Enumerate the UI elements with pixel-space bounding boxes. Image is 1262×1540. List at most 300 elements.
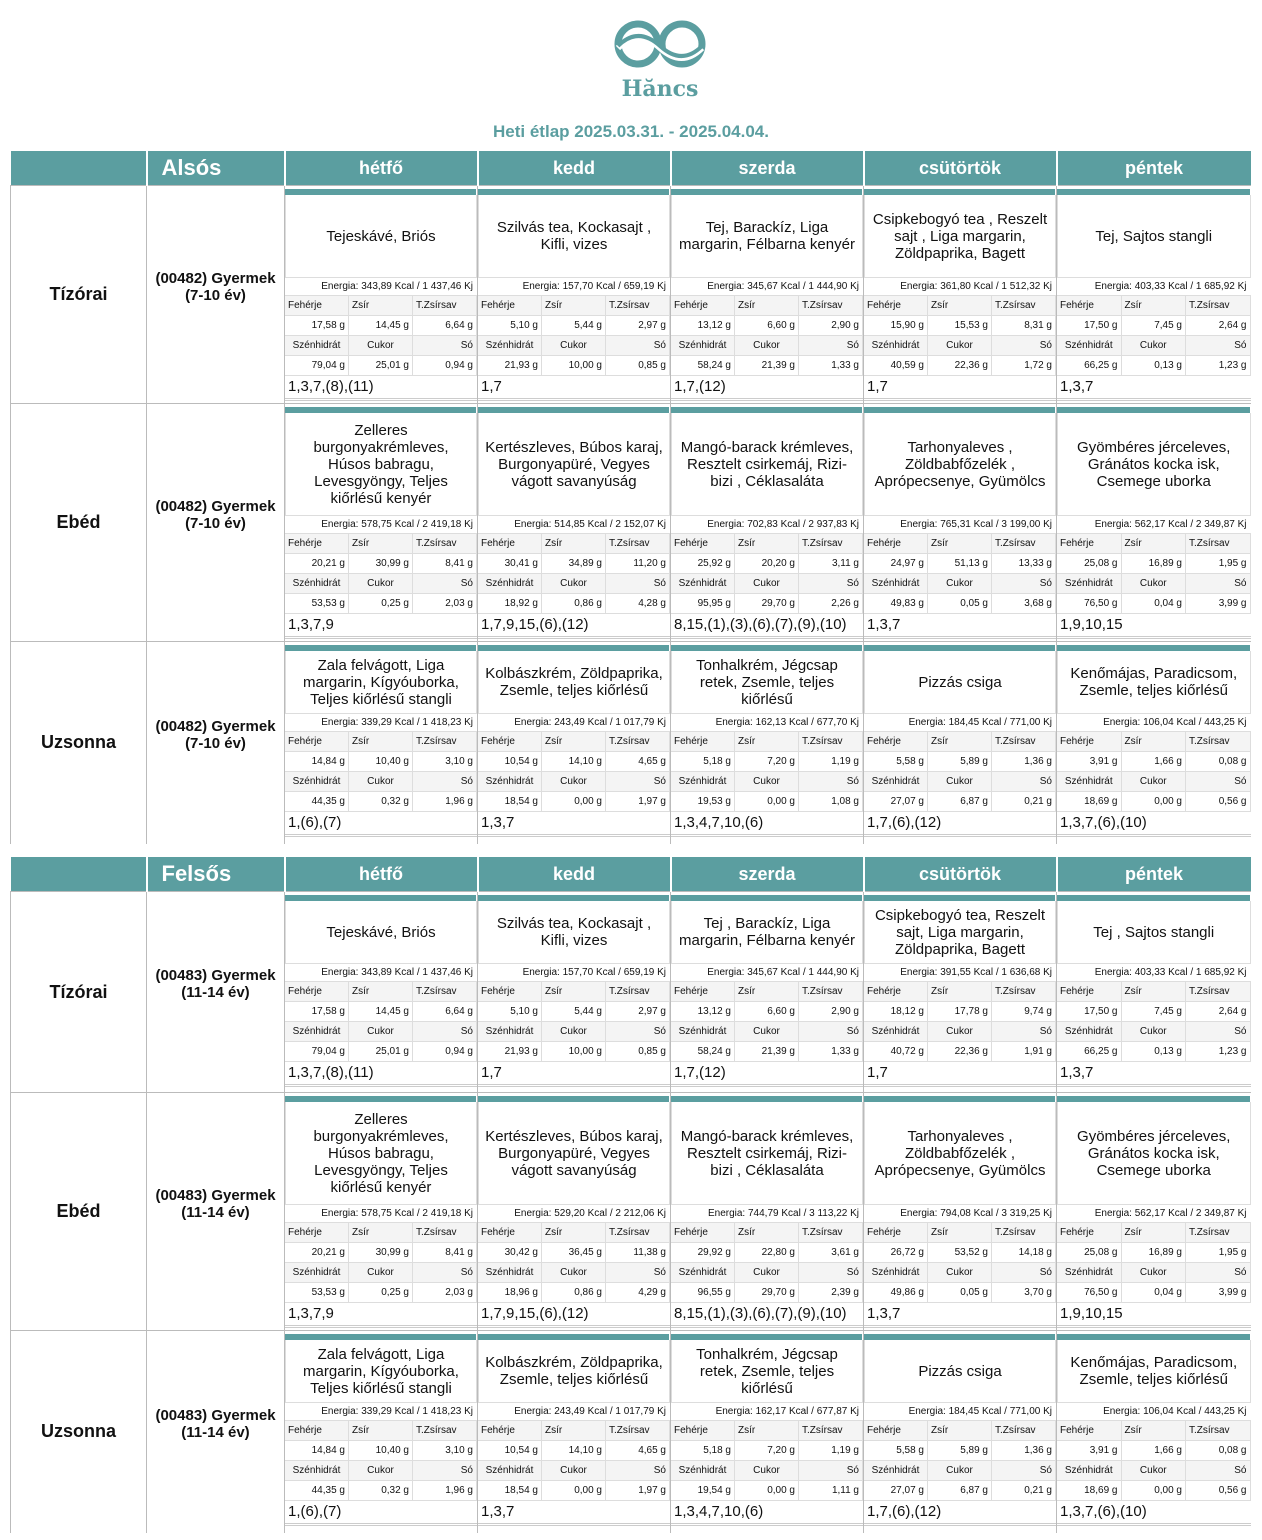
salt-label: Só (992, 574, 1056, 594)
dish-name: Gyömbéres jérceleves, Gránátos kocka isk, Csemege uborka (1057, 1102, 1251, 1205)
carb-value: 18,69 g (1057, 1481, 1122, 1501)
satfat-label: T.Zsírsav (992, 296, 1056, 316)
day-header: péntek (1057, 857, 1251, 892)
satfat-label: T.Zsírsav (413, 1223, 477, 1243)
carb-value: 79,04 g (285, 356, 349, 376)
day-card (285, 892, 477, 1087)
sugar-label: Cukor (542, 1263, 606, 1283)
fat-value: 7,45 g (1122, 1002, 1187, 1022)
satfat-label: T.Zsírsav (606, 534, 670, 554)
dish-name: Szilvás tea, Kockasajt , Kifli, vizes (478, 901, 670, 964)
energy-value: Energia: 578,75 Kcal / 2 419,18 Kj (285, 1205, 477, 1223)
day-card (671, 404, 863, 639)
protein-label: Fehérje (478, 534, 542, 554)
satfat-label: T.Zsírsav (413, 534, 477, 554)
dish-name: Zelleres burgonyakrémleves, Húsos babragu, Levesgyöngy, Teljes kiőrlésű kenyér (285, 1102, 477, 1205)
allergen-codes: 1,7 (478, 1062, 670, 1087)
fat-label: Zsír (349, 982, 413, 1002)
age-group (147, 642, 285, 844)
salt-label: Só (1186, 574, 1251, 594)
salt-label: Só (606, 1022, 670, 1042)
energy-value: Energia: 184,45 Kcal / 771,00 Kj (864, 714, 1056, 732)
day-card (864, 1093, 1056, 1328)
salt-label: Só (1186, 1263, 1251, 1283)
energy-value: Energia: 162,13 Kcal / 677,70 Kj (671, 714, 863, 732)
allergen-codes: 1,7,9,15,(6),(12) (478, 614, 670, 639)
carb-label: Szénhidrát (1057, 1263, 1122, 1283)
dish-name: Mangó-barack krémleves, Resztelt csirkemáj, Rizi-bizi , Céklasaláta (671, 1102, 863, 1205)
protein-value: 3,91 g (1057, 1441, 1122, 1461)
age-group-text (147, 718, 284, 752)
carb-label: Szénhidrát (671, 1461, 735, 1481)
dish-name: Kertészleves, Búbos karaj, Burgonyapüré, Vegyes vágott savanyúság (478, 1102, 670, 1205)
carb-value: 40,59 g (864, 356, 928, 376)
day-card (864, 642, 1056, 837)
header-row (11, 151, 1251, 186)
fat-value: 7,45 g (1122, 316, 1187, 336)
fat-label: Zsír (1122, 534, 1187, 554)
dish-name: Tarhonyaleves , Zöldbabfőzelék , Aprópecsenye, Gyümölcs (864, 413, 1056, 516)
sugar-value: 25,01 g (349, 356, 413, 376)
salt-value: 1,11 g (799, 1481, 863, 1501)
fat-label: Zsír (735, 982, 799, 1002)
dish-name: Pizzás csiga (864, 651, 1056, 714)
energy-value: Energia: 345,67 Kcal / 1 444,90 Kj (671, 278, 863, 296)
age-group (147, 186, 285, 404)
dish-name: Szilvás tea, Kockasajt , Kifli, vizes (478, 195, 670, 278)
nutrition-grid (478, 296, 670, 376)
day-cell (671, 186, 864, 404)
day-cell (671, 404, 864, 642)
sugar-value: 0,04 g (1122, 594, 1187, 614)
fat-label: Zsír (542, 982, 606, 1002)
energy-value: Energia: 339,29 Kcal / 1 418,23 Kj (285, 714, 477, 732)
carb-label: Szénhidrát (864, 574, 928, 594)
sugar-value: 0,05 g (928, 594, 992, 614)
protein-label: Fehérje (285, 982, 349, 1002)
dish-name: Kolbászkrém, Zöldpaprika, Zsemle, teljes kiőrlésű (478, 651, 670, 714)
carb-label: Szénhidrát (478, 772, 542, 792)
day-cell (285, 1331, 478, 1533)
carb-label: Szénhidrát (1057, 1022, 1122, 1042)
salt-value: 4,29 g (606, 1283, 670, 1303)
salt-value: 0,21 g (992, 1481, 1056, 1501)
sugar-label: Cukor (735, 574, 799, 594)
day-cell (285, 186, 478, 404)
day-cell (1057, 1093, 1251, 1331)
carb-label: Szénhidrát (1057, 772, 1122, 792)
carb-label: Szénhidrát (864, 772, 928, 792)
protein-label: Fehérje (1057, 1223, 1122, 1243)
energy-value: Energia: 243,49 Kcal / 1 017,79 Kj (478, 1403, 670, 1421)
fat-label: Zsír (542, 732, 606, 752)
satfat-label: T.Zsírsav (799, 732, 863, 752)
fat-value: 20,20 g (735, 554, 799, 574)
satfat-value: 13,33 g (992, 554, 1056, 574)
salt-value: 0,94 g (413, 1042, 477, 1062)
sugar-label: Cukor (1122, 336, 1187, 356)
protein-label: Fehérje (671, 732, 735, 752)
protein-label: Fehérje (671, 1223, 735, 1243)
meal-row (11, 1331, 1251, 1533)
satfat-value: 8,31 g (992, 316, 1056, 336)
day-card (478, 1331, 670, 1526)
protein-value: 13,12 g (671, 1002, 735, 1022)
sugar-label: Cukor (735, 1022, 799, 1042)
sugar-label: Cukor (1122, 1461, 1187, 1481)
day-header: hétfő (285, 151, 478, 186)
fat-value: 30,99 g (349, 554, 413, 574)
allergen-codes: 1,3,7,(8),(11) (285, 1062, 477, 1087)
salt-label: Só (799, 1461, 863, 1481)
allergen-codes: 1,7,(12) (671, 376, 863, 401)
carb-label: Szénhidrát (285, 574, 349, 594)
carb-value: 53,53 g (285, 1283, 349, 1303)
fat-value: 6,60 g (735, 1002, 799, 1022)
carb-value: 76,50 g (1057, 1283, 1122, 1303)
salt-label: Só (606, 574, 670, 594)
age-group-range: (11-14 év) (181, 1423, 250, 1441)
allergen-codes: 1,7,9,15,(6),(12) (478, 1303, 670, 1328)
protein-value: 5,58 g (864, 752, 928, 772)
day-cell (1057, 404, 1251, 642)
salt-value: 1,97 g (606, 792, 670, 812)
energy-value: Energia: 744,79 Kcal / 3 113,22 Kj (671, 1205, 863, 1223)
day-cell (671, 642, 864, 844)
dish-name: Tej, Sajtos stangli (1057, 195, 1251, 278)
day-cell (864, 186, 1057, 404)
fat-label: Zsír (735, 1421, 799, 1441)
fat-value: 5,89 g (928, 1441, 992, 1461)
salt-value: 1,72 g (992, 356, 1056, 376)
fat-label: Zsír (349, 1421, 413, 1441)
age-group-code: (00482) Gyermek (155, 269, 276, 287)
sugar-value: 0,00 g (542, 792, 606, 812)
carb-label: Szénhidrát (1057, 574, 1122, 594)
day-card (671, 892, 863, 1087)
carb-value: 66,25 g (1057, 1042, 1122, 1062)
satfat-value: 1,36 g (992, 1441, 1056, 1461)
nutrition-grid (671, 1421, 863, 1501)
day-card (864, 892, 1056, 1087)
carb-label: Szénhidrát (1057, 336, 1122, 356)
salt-label: Só (413, 1263, 477, 1283)
sugar-value: 0,00 g (735, 1481, 799, 1501)
carb-label: Szénhidrát (671, 1022, 735, 1042)
carb-value: 19,54 g (671, 1481, 735, 1501)
sugar-value: 0,32 g (349, 1481, 413, 1501)
sugar-label: Cukor (1122, 574, 1187, 594)
nutrition-grid (671, 534, 863, 614)
menu-table-0 (10, 151, 1251, 844)
day-card (671, 642, 863, 837)
day-cell (671, 892, 864, 1093)
dish-name: Tejeskávé, Briós (285, 901, 477, 964)
satfat-value: 2,90 g (799, 316, 863, 336)
protein-value: 30,42 g (478, 1243, 542, 1263)
day-card (671, 186, 863, 401)
day-card (864, 404, 1056, 639)
sugar-label: Cukor (928, 1022, 992, 1042)
sugar-label: Cukor (542, 1461, 606, 1481)
dish-name: Kertészleves, Búbos karaj, Burgonyapüré, Vegyes vágott savanyúság (478, 413, 670, 516)
protein-label: Fehérje (1057, 534, 1122, 554)
sugar-label: Cukor (1122, 772, 1187, 792)
salt-label: Só (992, 1263, 1056, 1283)
age-group-text (147, 1187, 284, 1221)
satfat-value: 3,10 g (413, 752, 477, 772)
logo-wordmark: Hăncs (621, 76, 699, 102)
fat-label: Zsír (349, 732, 413, 752)
sugar-label: Cukor (735, 772, 799, 792)
salt-label: Só (799, 1263, 863, 1283)
allergen-codes: 1,3,7 (478, 1501, 670, 1526)
age-group-range: (11-14 év) (181, 1203, 250, 1221)
day-header: kedd (478, 151, 671, 186)
satfat-value: 0,08 g (1186, 1441, 1251, 1461)
energy-value: Energia: 343,89 Kcal / 1 437,46 Kj (285, 964, 477, 982)
protein-label: Fehérje (864, 1223, 928, 1243)
carb-label: Szénhidrát (671, 574, 735, 594)
dish-name: Gyömbéres jérceleves, Gránátos kocka isk, Csemege uborka (1057, 413, 1251, 516)
day-cell (1057, 642, 1251, 844)
protein-value: 13,12 g (671, 316, 735, 336)
fat-value: 53,52 g (928, 1243, 992, 1263)
fat-value: 16,89 g (1122, 554, 1187, 574)
day-card (1057, 1093, 1251, 1328)
carb-label: Szénhidrát (285, 1461, 349, 1481)
carb-value: 18,96 g (478, 1283, 542, 1303)
protein-value: 5,10 g (478, 316, 542, 336)
salt-label: Só (992, 336, 1056, 356)
day-cell (1057, 1331, 1251, 1533)
fat-value: 34,89 g (542, 554, 606, 574)
sugar-value: 0,25 g (349, 1283, 413, 1303)
day-card (671, 1093, 863, 1328)
protein-value: 25,08 g (1057, 1243, 1122, 1263)
sugar-label: Cukor (928, 336, 992, 356)
day-header: szerda (671, 151, 864, 186)
sugar-label: Cukor (1122, 1263, 1187, 1283)
sugar-label: Cukor (542, 574, 606, 594)
meal-row (11, 404, 1251, 642)
energy-value: Energia: 514,85 Kcal / 2 152,07 Kj (478, 516, 670, 534)
carb-label: Szénhidrát (864, 336, 928, 356)
fat-value: 51,13 g (928, 554, 992, 574)
protein-value: 17,50 g (1057, 316, 1122, 336)
allergen-codes: 1,(6),(7) (285, 812, 477, 837)
sugar-value: 0,00 g (735, 792, 799, 812)
carb-value: 58,24 g (671, 1042, 735, 1062)
carb-label: Szénhidrát (864, 1263, 928, 1283)
satfat-value: 2,64 g (1186, 316, 1251, 336)
satfat-value: 1,95 g (1186, 1243, 1251, 1263)
protein-value: 10,54 g (478, 1441, 542, 1461)
day-header: csütörtök (864, 857, 1057, 892)
sugar-value: 0,04 g (1122, 1283, 1187, 1303)
salt-label: Só (1186, 772, 1251, 792)
satfat-value: 0,08 g (1186, 752, 1251, 772)
day-cell (864, 404, 1057, 642)
dish-name: Csipkebogyó tea, Reszelt sajt, Liga margarin, Zöldpaprika, Bagett (864, 901, 1056, 964)
day-header: csütörtök (864, 151, 1057, 186)
carb-label: Szénhidrát (478, 1022, 542, 1042)
protein-value: 25,08 g (1057, 554, 1122, 574)
allergen-codes: 1,9,10,15 (1057, 614, 1251, 639)
sugar-label: Cukor (349, 1461, 413, 1481)
protein-label: Fehérje (1057, 1421, 1122, 1441)
protein-value: 18,12 g (864, 1002, 928, 1022)
fat-label: Zsír (349, 1223, 413, 1243)
dish-name: Kolbászkrém, Zöldpaprika, Zsemle, teljes kiőrlésű (478, 1340, 670, 1403)
fat-value: 5,44 g (542, 316, 606, 336)
protein-label: Fehérje (864, 982, 928, 1002)
meal-row (11, 1093, 1251, 1331)
menu-table-1 (10, 857, 1251, 1533)
salt-label: Só (992, 1022, 1056, 1042)
fat-label: Zsír (1122, 982, 1187, 1002)
salt-label: Só (1186, 1022, 1251, 1042)
protein-label: Fehérje (285, 732, 349, 752)
day-card (671, 1331, 863, 1526)
satfat-value: 2,97 g (606, 316, 670, 336)
fat-label: Zsír (735, 1223, 799, 1243)
salt-value: 0,85 g (606, 1042, 670, 1062)
carb-value: 27,07 g (864, 792, 928, 812)
allergen-codes: 8,15,(1),(3),(6),(7),(9),(10) (671, 1303, 863, 1328)
fat-value: 16,89 g (1122, 1243, 1187, 1263)
sugar-value: 22,36 g (928, 356, 992, 376)
sugar-label: Cukor (349, 772, 413, 792)
nutrition-grid (1057, 296, 1251, 376)
day-card (285, 186, 477, 401)
salt-value: 0,56 g (1186, 792, 1251, 812)
meal-name: Uzsonna (11, 1331, 147, 1533)
protein-label: Fehérje (285, 534, 349, 554)
nutrition-grid (478, 1421, 670, 1501)
nutrition-grid (478, 1223, 670, 1303)
meal-name: Tízórai (11, 892, 147, 1093)
day-cell (285, 404, 478, 642)
meal-name: Ebéd (11, 404, 147, 642)
fat-value: 14,10 g (542, 1441, 606, 1461)
fat-label: Zsír (928, 1421, 992, 1441)
fat-value: 30,99 g (349, 1243, 413, 1263)
dish-name: Tonhalkrém, Jégcsap retek, Zsemle, teljes kiőrlésű (671, 651, 863, 714)
carb-label: Szénhidrát (285, 1263, 349, 1283)
sugar-label: Cukor (735, 1461, 799, 1481)
nutrition-grid (671, 1223, 863, 1303)
energy-value: Energia: 794,08 Kcal / 3 319,25 Kj (864, 1205, 1056, 1223)
energy-value: Energia: 578,75 Kcal / 2 419,18 Kj (285, 516, 477, 534)
salt-label: Só (413, 1461, 477, 1481)
day-cell (478, 892, 671, 1093)
age-group-code: (00482) Gyermek (155, 717, 276, 735)
carb-label: Szénhidrát (671, 1263, 735, 1283)
sugar-value: 6,87 g (928, 1481, 992, 1501)
protein-label: Fehérje (864, 732, 928, 752)
meal-row (11, 642, 1251, 844)
fat-value: 17,78 g (928, 1002, 992, 1022)
carb-value: 49,86 g (864, 1283, 928, 1303)
satfat-value: 2,64 g (1186, 1002, 1251, 1022)
salt-value: 0,56 g (1186, 1481, 1251, 1501)
fat-label: Zsír (928, 534, 992, 554)
logo (610, 14, 710, 102)
age-group-code: (00483) Gyermek (155, 1186, 276, 1204)
energy-value: Energia: 162,17 Kcal / 677,87 Kj (671, 1403, 863, 1421)
fat-value: 15,53 g (928, 316, 992, 336)
dish-name: Tonhalkrém, Jégcsap retek, Zsemle, teljes kiőrlésű (671, 1340, 863, 1403)
day-cell (864, 892, 1057, 1093)
allergen-codes: 1,7 (864, 376, 1056, 401)
day-cell (478, 404, 671, 642)
carb-label: Szénhidrát (864, 1022, 928, 1042)
salt-label: Só (799, 772, 863, 792)
carb-value: 49,83 g (864, 594, 928, 614)
protein-label: Fehérje (478, 296, 542, 316)
fat-label: Zsír (542, 296, 606, 316)
satfat-label: T.Zsírsav (1186, 1421, 1251, 1441)
fat-label: Zsír (735, 732, 799, 752)
fat-label: Zsír (1122, 1421, 1187, 1441)
salt-value: 4,28 g (606, 594, 670, 614)
fat-value: 14,45 g (349, 1002, 413, 1022)
satfat-label: T.Zsírsav (606, 296, 670, 316)
sugar-value: 10,00 g (542, 1042, 606, 1062)
carb-label: Szénhidrát (671, 336, 735, 356)
energy-value: Energia: 345,67 Kcal / 1 444,90 Kj (671, 964, 863, 982)
day-card (478, 186, 670, 401)
fat-value: 6,60 g (735, 316, 799, 336)
header-blank (11, 857, 147, 892)
nutrition-grid (864, 1421, 1056, 1501)
day-cell (864, 1093, 1057, 1331)
nutrition-grid (1057, 1223, 1251, 1303)
salt-value: 1,23 g (1186, 1042, 1251, 1062)
age-group-text (147, 1407, 284, 1441)
protein-value: 15,90 g (864, 316, 928, 336)
energy-value: Energia: 157,70 Kcal / 659,19 Kj (478, 278, 670, 296)
dish-name: Tejeskávé, Briós (285, 195, 477, 278)
protein-label: Fehérje (1057, 296, 1122, 316)
sugar-value: 0,86 g (542, 594, 606, 614)
salt-label: Só (413, 772, 477, 792)
page-title: Heti étlap 2025.03.31. - 2025.04.04. (493, 122, 769, 141)
protein-value: 17,58 g (285, 1002, 349, 1022)
allergen-codes: 1,3,7 (864, 614, 1056, 639)
day-cell (478, 1331, 671, 1533)
energy-value: Energia: 702,83 Kcal / 2 937,83 Kj (671, 516, 863, 534)
carb-value: 79,04 g (285, 1042, 349, 1062)
satfat-value: 6,64 g (413, 316, 477, 336)
satfat-value: 3,11 g (799, 554, 863, 574)
sugar-value: 22,36 g (928, 1042, 992, 1062)
salt-value: 0,94 g (413, 356, 477, 376)
satfat-label: T.Zsírsav (1186, 296, 1251, 316)
salt-value: 1,97 g (606, 1481, 670, 1501)
satfat-label: T.Zsírsav (992, 534, 1056, 554)
level-label: Alsós (147, 151, 285, 186)
protein-value: 5,10 g (478, 1002, 542, 1022)
fat-value: 7,20 g (735, 752, 799, 772)
fat-label: Zsír (349, 296, 413, 316)
protein-value: 5,18 g (671, 1441, 735, 1461)
day-cell (671, 1331, 864, 1533)
sugar-value: 25,01 g (349, 1042, 413, 1062)
nutrition-grid (864, 1223, 1056, 1303)
salt-label: Só (799, 574, 863, 594)
